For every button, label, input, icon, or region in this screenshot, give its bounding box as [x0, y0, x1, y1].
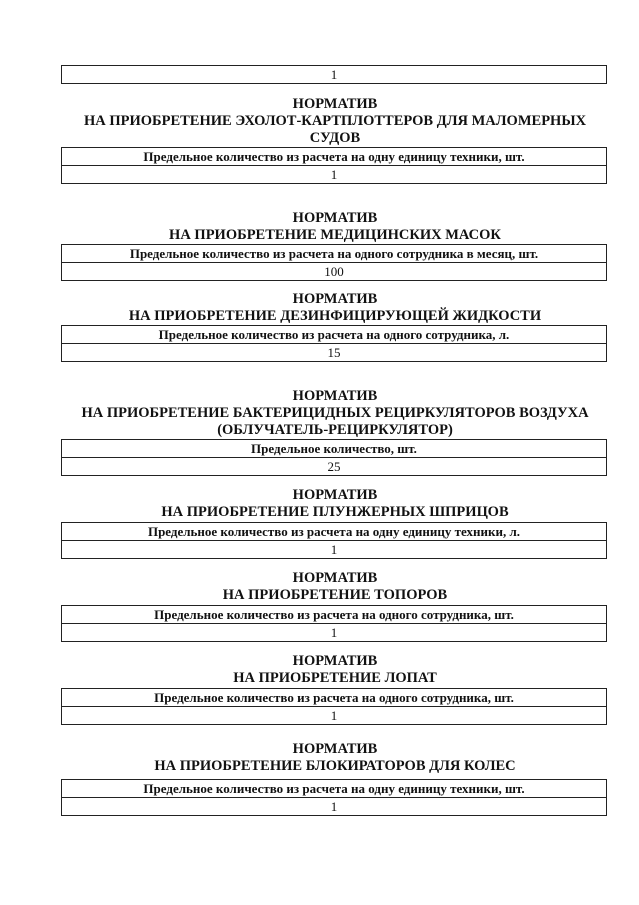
- table-value: 25: [327, 459, 341, 474]
- section-subtitle-line: СУДОВ: [309, 130, 361, 146]
- table-header: Предельное количество из расчета на одного сотрудника в месяц, шт.: [62, 245, 606, 263]
- table-header: Предельное количество из расчета на одну единицу техники, л.: [62, 523, 606, 541]
- section-heading: НОРМАТИВ: [292, 291, 378, 307]
- section-title: [40, 291, 630, 325]
- section-title: [40, 741, 630, 775]
- table-value: 1: [330, 799, 338, 814]
- table-header: Предельное количество из расчета на одного сотрудника, шт.: [62, 689, 606, 707]
- section-title: [40, 96, 630, 147]
- table-value: 100: [324, 264, 344, 279]
- section-subtitle-line: НА ПРИОБРЕТЕНИЕ ЭХОЛОТ-КАРТПЛОТТЕРОВ ДЛЯ МАЛОМЕРНЫХ: [83, 113, 587, 129]
- norm-table: [61, 522, 607, 559]
- section-heading: НОРМАТИВ: [292, 653, 378, 669]
- table-header: Предельное количество из расчета на одного сотрудника, шт.: [62, 606, 606, 624]
- section-heading: НОРМАТИВ: [292, 210, 378, 226]
- section-subtitle-line: НА ПРИОБРЕТЕНИЕ БАКТЕРИЦИДНЫХ РЕЦИРКУЛЯТОРОВ ВОЗДУХА: [81, 405, 589, 421]
- section-subtitle-line: НА ПРИОБРЕТЕНИЕ ЛОПАТ: [233, 670, 437, 686]
- section-title: [40, 210, 630, 244]
- norm-table: [61, 147, 607, 184]
- section-subtitle-line: НА ПРИОБРЕТЕНИЕ ДЕЗИНФИЦИРУЮЩЕЙ ЖИДКОСТИ: [128, 308, 542, 324]
- table-value: 1: [330, 542, 338, 557]
- table-header: Предельное количество из расчета на одну единицу техники, шт.: [62, 148, 606, 166]
- section-heading: НОРМАТИВ: [292, 96, 378, 112]
- table-header: Предельное количество из расчета на одного сотрудника, л.: [62, 326, 606, 344]
- section-title: [40, 653, 630, 687]
- top-continuation-table: [61, 65, 607, 84]
- table-header: Предельное количество из расчета на одну единицу техники, шт.: [62, 780, 606, 798]
- section-heading: НОРМАТИВ: [292, 741, 378, 757]
- section-subtitle-line: НА ПРИОБРЕТЕНИЕ ТОПОРОВ: [222, 587, 448, 603]
- section-heading: НОРМАТИВ: [292, 487, 378, 503]
- norm-table: [61, 325, 607, 362]
- section-subtitle-line: (ОБЛУЧАТЕЛЬ-РЕЦИРКУЛЯТОР): [217, 422, 453, 438]
- norm-table: [61, 439, 607, 476]
- table-header: Предельное количество, шт.: [62, 440, 606, 458]
- section-title: [40, 570, 630, 604]
- norm-table: [61, 779, 607, 816]
- section-heading: НОРМАТИВ: [292, 388, 378, 404]
- section-heading: НОРМАТИВ: [292, 570, 378, 586]
- section-subtitle-line: НА ПРИОБРЕТЕНИЕ ПЛУНЖЕРНЫХ ШПРИЦОВ: [161, 504, 509, 520]
- table-value: 1: [330, 625, 338, 640]
- norm-table: [61, 244, 607, 281]
- section-subtitle-line: НА ПРИОБРЕТЕНИЕ БЛОКИРАТОРОВ ДЛЯ КОЛЕС: [154, 758, 516, 774]
- section-subtitle-line: НА ПРИОБРЕТЕНИЕ МЕДИЦИНСКИХ МАСОК: [169, 227, 501, 243]
- table-value: 1: [330, 67, 338, 82]
- table-value: 1: [330, 167, 338, 182]
- table-value: 1: [330, 708, 338, 723]
- norm-table: [61, 688, 607, 725]
- section-title: [40, 487, 630, 521]
- section-title: [40, 388, 630, 439]
- table-value: 15: [327, 345, 341, 360]
- norm-table: [61, 605, 607, 642]
